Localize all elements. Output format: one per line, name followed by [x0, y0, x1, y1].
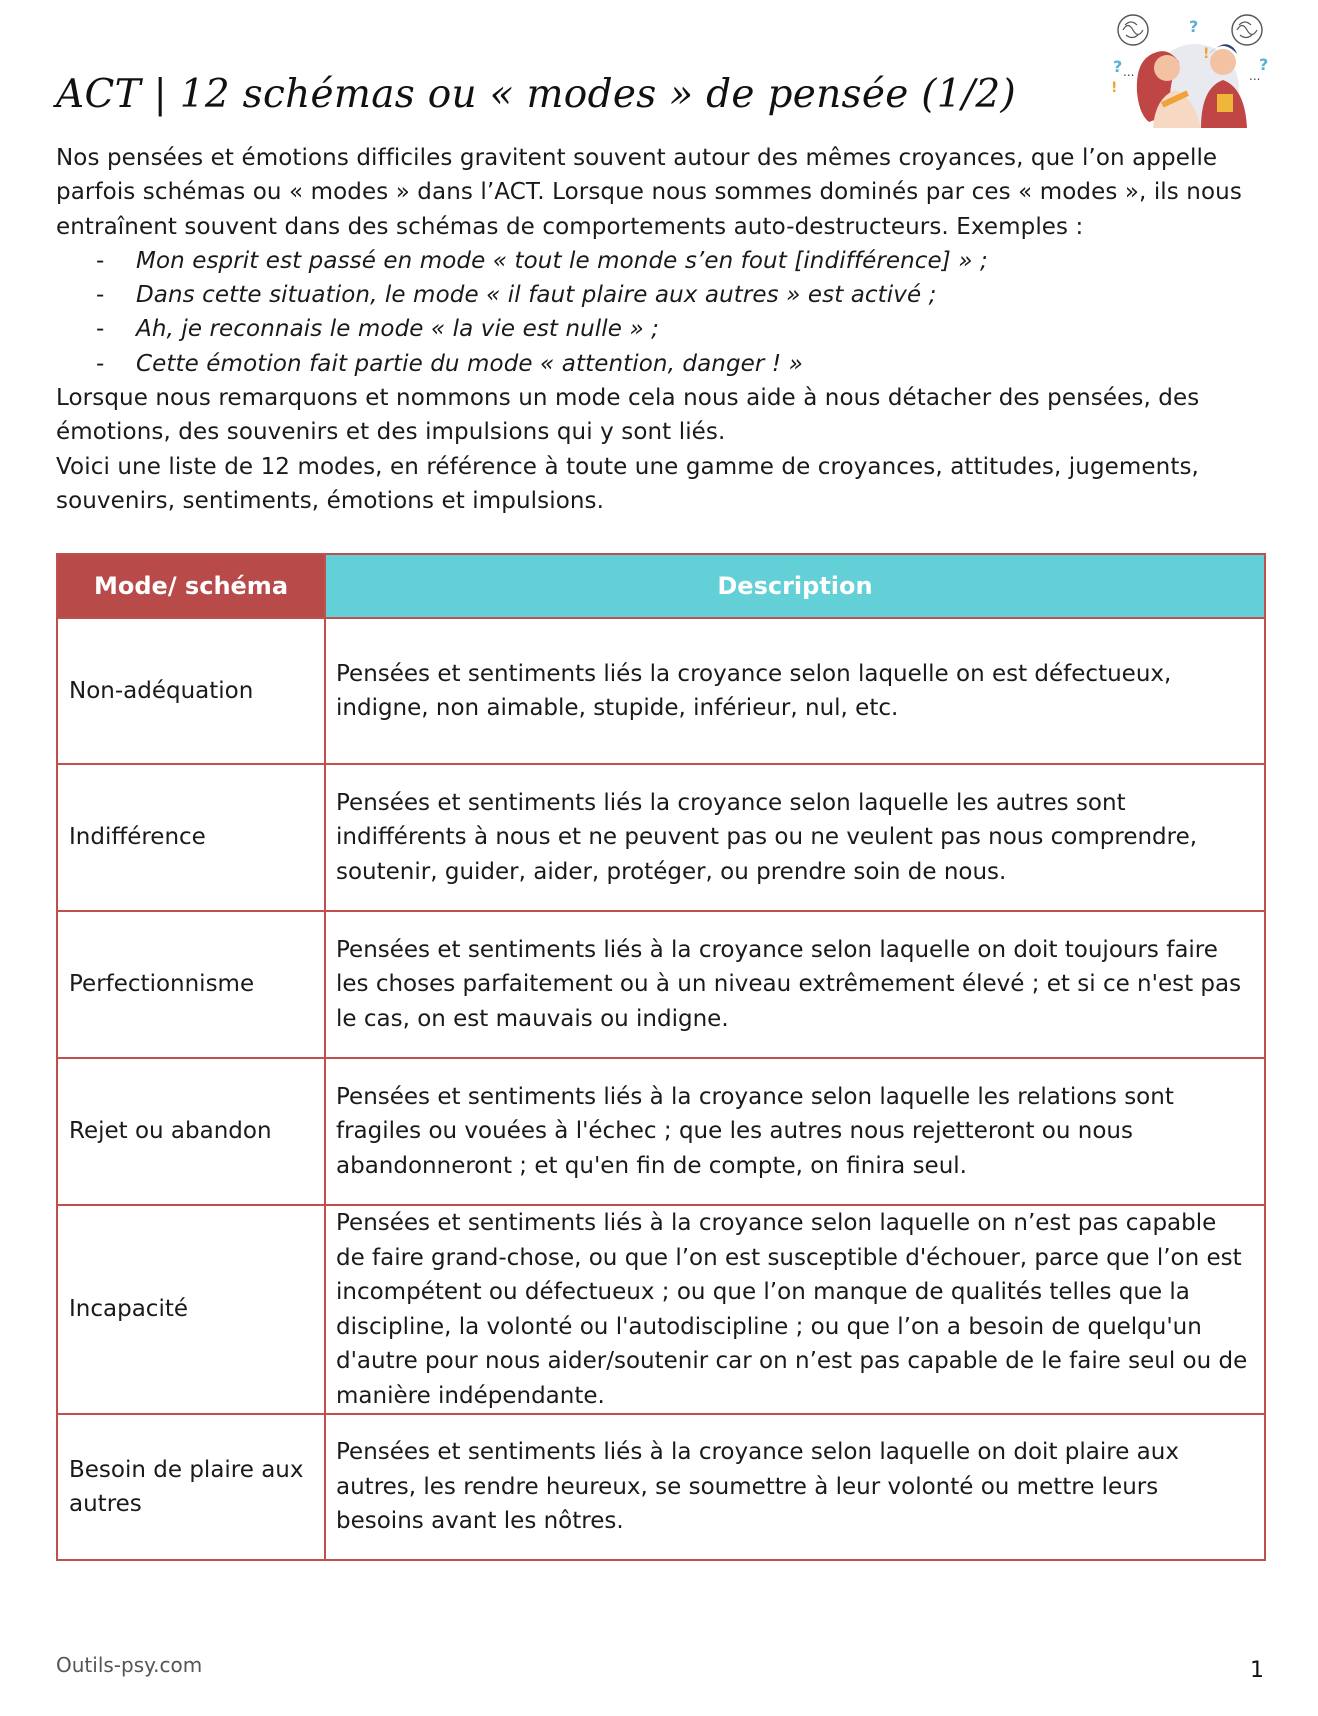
mode-cell: Non-adéquation: [57, 618, 325, 764]
table-row: [57, 1205, 1265, 1414]
question-mark-icon: ?: [1113, 57, 1123, 76]
list-item: [56, 278, 1271, 312]
ellipsis-icon: ...: [1249, 69, 1261, 83]
description-cell: Pensées et sentiments liés à la croyance selon laquelle on doit plaire aux autres, les rendre heureux, se soumettre à leur volonté ou mettre leurs besoins avant les nôtres.: [325, 1414, 1265, 1560]
bullet-dash: -: [96, 282, 105, 309]
example-text: Mon esprit est passé en mode « tout le monde s’en fout [indifférence] » ;: [136, 247, 988, 274]
table-row: [57, 618, 1265, 764]
page-number: 1: [1250, 1658, 1264, 1683]
bullet-dash: -: [96, 316, 105, 343]
header-description: Description: [325, 554, 1265, 618]
header-mode: Mode/ schéma: [57, 554, 325, 618]
exclamation-mark-icon: !: [1203, 46, 1210, 62]
page-title: ACT | 12 schémas ou « modes » de pensée (1/2): [56, 72, 1016, 117]
question-mark-icon: ?: [1189, 17, 1199, 36]
example-text: Dans cette situation, le mode « il faut plaire aux autres » est activé ;: [136, 282, 937, 309]
description-cell: Pensées et sentiments liés à la croyance selon laquelle on doit toujours faire les choses parfaitement ou à un niveau extrêmement élevé ; et si ce n'est pas le cas, on est mauvais ou indigne.: [325, 911, 1265, 1058]
list-item: [56, 347, 1271, 381]
examples-list: [56, 244, 1271, 381]
mode-cell: Indifférence: [57, 764, 325, 911]
two-thinking-people-icon: [1105, 10, 1275, 128]
table-row: [57, 1058, 1265, 1205]
description-cell: Pensées et sentiments liés à la croyance selon laquelle les relations sont fragiles ou vouées à l'échec ; que les autres nous rejetteront ou nous abandonneront ; et qu'en fin de compte, on finira seul.: [325, 1058, 1265, 1205]
bullet-dash: -: [96, 247, 105, 274]
mode-cell: Besoin de plaire aux autres: [57, 1414, 325, 1560]
footer-site: Outils-psy.com: [56, 1653, 203, 1677]
description-cell: Pensées et sentiments liés la croyance selon laquelle les autres sont indifférents à nous et ne peuvent pas ou ne veulent pas nous comprendre, soutenir, guider, aider, protéger, ou prendre soin de nous.: [325, 764, 1265, 911]
table-row: [57, 764, 1265, 911]
paragraph-notice-modes: Lorsque nous remarquons et nommons un mode cela nous aide à nous détacher des pensées, des émotions, des souvenirs et des impulsions qui y sont liés.: [56, 385, 1200, 446]
list-item: [56, 244, 1271, 278]
description-cell: Pensées et sentiments liés à la croyance selon laquelle on n’est pas capable de faire grand-chose, ou que l’on est susceptible d'échouer, parce que l’on est incompétent ou défectueux ; ou que l’on manque de qualités telles que la discipline, la volonté ou l'autodiscipline ; ou que l’on a besoin de quelqu'un d'autre pour nous aider/soutenir car on n’est pas capable de le faire seul ou de manière indépendante.: [325, 1205, 1265, 1414]
mode-cell: Incapacité: [57, 1205, 325, 1414]
list-item: [56, 312, 1271, 346]
example-text: Cette émotion fait partie du mode « attention, danger ! »: [136, 350, 803, 377]
introduction: [56, 141, 1271, 518]
table-row: [57, 1414, 1265, 1560]
exclamation-mark-icon: !: [1111, 80, 1118, 96]
table-row: [57, 911, 1265, 1058]
modes-table: [56, 553, 1266, 1561]
example-text: Ah, je reconnais le mode « la vie est nulle » ;: [136, 316, 660, 343]
paragraph-list-intro: Voici une liste de 12 modes, en référence à toute une gamme de croyances, attitudes, jugements, souvenirs, sentiments, émotions et impulsions.: [56, 453, 1199, 514]
mode-cell: Perfectionnisme: [57, 911, 325, 1058]
question-mark-icon: ?: [1259, 55, 1269, 74]
bullet-dash: -: [96, 350, 105, 377]
description-cell: Pensées et sentiments liés la croyance selon laquelle on est défectueux, indigne, non aimable, stupide, inférieur, nul, etc.: [325, 618, 1265, 764]
intro-paragraph: Nos pensées et émotions difficiles gravitent souvent autour des mêmes croyances, que l’on appelle parfois schémas ou « modes » dans l’ACT. Lorsque nous sommes dominés par ces « modes », ils nous entraînent souvent dans des schémas de comportements auto-destructeurs. Exemples :: [56, 145, 1242, 240]
ellipsis-icon: ...: [1123, 65, 1135, 79]
mode-cell: Rejet ou abandon: [57, 1058, 325, 1205]
